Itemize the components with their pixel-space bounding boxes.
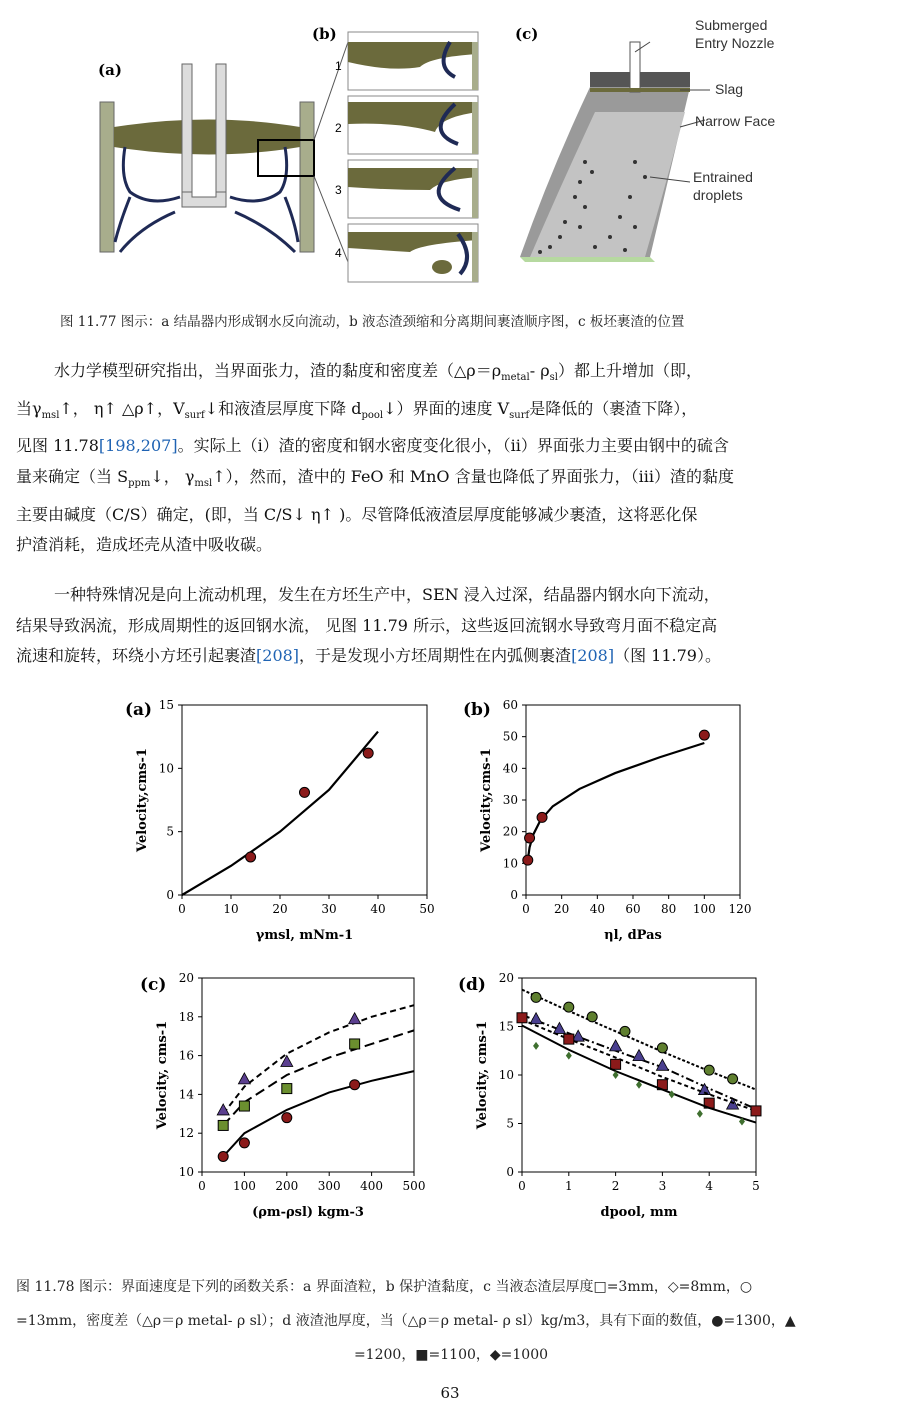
y-tick-label: 60: [502, 698, 518, 712]
data-point: [217, 1104, 229, 1115]
data-point: [525, 833, 535, 843]
data-point: [349, 1013, 361, 1024]
data-point: [751, 1106, 761, 1116]
data-point: [633, 1050, 645, 1061]
para1-line5: 主要由碱度（C/S）确定，(即，当 C/S↓ η↑ )。尽管降低液渣层厚度能够减少裹渣，这将恶化保: [16, 504, 698, 524]
data-point: [704, 1065, 714, 1075]
data-point: [564, 1034, 574, 1044]
data-point: [537, 812, 547, 822]
series-line-3: [522, 1026, 756, 1123]
data-point: [587, 1012, 597, 1022]
figure-11-78-caption: [16, 1270, 886, 1372]
label-submerged: Submerged: [695, 17, 768, 33]
y-tick-label: 10: [178, 1165, 194, 1179]
y-tick-label: 15: [158, 698, 174, 712]
data-point: [239, 1138, 249, 1148]
series-line-2: [223, 1071, 414, 1156]
y-axis-label: Velocity,cms-1: [479, 748, 494, 852]
x-tick-label: 50: [419, 902, 435, 916]
label-entrained: Entrained: [693, 169, 753, 185]
data-point: [350, 1080, 360, 1090]
y-axis-label: Velocity, cms-1: [475, 1020, 490, 1130]
paragraph-2: [16, 580, 876, 672]
x-tick-label: 2: [611, 1179, 620, 1193]
chart-d: [458, 966, 778, 1236]
panel-a-label: (a): [98, 61, 122, 79]
caption-line3: =1200，■=1100，◆=1000: [353, 1347, 549, 1363]
chart-c: [130, 966, 450, 1236]
data-point: [300, 787, 310, 797]
x-tick-label: 0: [198, 1179, 206, 1193]
seq-label-4: 4: [335, 246, 342, 260]
data-point: [350, 1039, 360, 1049]
x-tick-label: 0: [522, 902, 530, 916]
seq-label-1: 1: [335, 59, 342, 73]
series-line-0: [522, 990, 756, 1090]
label-droplets: droplets: [693, 187, 743, 203]
paragraph-1: [16, 356, 876, 561]
citation-link[interactable]: [208]: [571, 646, 615, 665]
series-line-2: [522, 1020, 756, 1111]
data-point: [699, 730, 709, 740]
y-tick-label: 5: [166, 824, 174, 839]
x-tick-label: 400: [360, 1179, 384, 1193]
seq-label-3: 3: [335, 183, 342, 197]
data-point: [620, 1026, 630, 1036]
data-point: [282, 1084, 292, 1094]
data-point: [728, 1074, 738, 1084]
y-tick-label: 10: [158, 761, 174, 776]
data-point: [611, 1059, 621, 1069]
data-point: [282, 1113, 292, 1123]
data-point: [246, 852, 256, 862]
para1-line3: 见图 11.78[198,207]。实际上（i）渣的密度和钢水密度变化很小，（ii）界面张力主要由钢中的硫含: [16, 436, 729, 456]
data-point: [218, 1151, 228, 1161]
figure-11-77: [90, 12, 810, 302]
chart-a: [120, 690, 450, 960]
sequence-diagram: [335, 32, 478, 282]
seq-label-2: 2: [335, 121, 342, 135]
y-tick-label: 5: [506, 1116, 514, 1131]
y-tick-label: 18: [178, 1009, 194, 1024]
data-point: [533, 1042, 539, 1050]
x-tick-label: 100: [232, 1179, 256, 1193]
y-tick-label: 12: [178, 1126, 194, 1141]
citation-link[interactable]: [208]: [256, 646, 300, 665]
para2-line2: 结果导致涡流，形成周期性的返回钢水流， 见图 11.79 所示，这些返回流钢水导致弯月面不稳定高: [16, 615, 718, 635]
y-tick-label: 30: [502, 793, 518, 807]
x-tick-label: 60: [625, 902, 641, 916]
para1-line2: 当$\gamma_{msl}↑$， η↑ △ρ↑，$V_{surf}↓$和液渣层厚度下降 $d_{pool}↓$）界面的速度 $V_{surf}$是降低的（裹渣下降），: [16, 398, 698, 421]
y-tick-label: 0: [506, 1165, 514, 1179]
figure-11-77-caption: 图 11.77 图示：a 结晶器内形成钢水反向流动，b 液态渣颈缩和分离期间裹渣顺序图，c 板坯裹渣的位置: [60, 314, 685, 330]
chart-b: [458, 690, 768, 960]
x-tick-label: 1: [564, 1179, 573, 1193]
x-tick-label: 100: [692, 902, 716, 916]
citation-link[interactable]: [198,207]: [98, 436, 178, 456]
x-tick-label: 80: [661, 902, 677, 916]
y-tick-label: 20: [498, 971, 514, 985]
y-tick-label: 16: [178, 1048, 194, 1063]
x-tick-label: 500: [402, 1179, 426, 1193]
data-point: [657, 1043, 667, 1053]
data-point: [564, 1002, 574, 1012]
data-point: [239, 1101, 249, 1111]
para2-line1: 一种特殊情况是向上流动机理，发生在方坯生产中，SEN 浸入过深，结晶器内钢水向下流动，: [54, 585, 720, 604]
panel-label: (a): [125, 700, 153, 720]
x-tick-label: 3: [658, 1179, 667, 1193]
y-tick-label: 0: [166, 888, 174, 902]
x-tick-label: 200: [275, 1179, 299, 1193]
panel-label: (d): [458, 975, 486, 995]
x-tick-label: 0: [178, 902, 186, 916]
caption-line2: =13mm，密度差（△ρ＝ρ metal- ρ sl）；d 液渣池厚度，当（△ρ＝ρ metal- ρ sl）kg/m3，具有下面的数值，●=1300，▲: [16, 1313, 796, 1329]
x-axis-label: γmsl, mNm-1: [255, 928, 354, 943]
y-tick-label: 14: [178, 1087, 194, 1102]
panel-b-label: (b): [312, 25, 337, 43]
label-slag: Slag: [715, 81, 744, 97]
x-axis-label: (ρm-ρsl) kgm-3: [252, 1205, 364, 1220]
para1-line6: 护渣消耗，造成坯壳从渣中吸收碳。: [16, 535, 273, 555]
label-narrow-face: Narrow Face: [695, 113, 776, 129]
plot-frame: [202, 978, 414, 1172]
y-tick-label: 10: [502, 856, 518, 871]
fit-curve: [182, 732, 378, 895]
plot-frame: [182, 705, 427, 895]
y-tick-label: 15: [498, 1019, 514, 1034]
data-point: [218, 1120, 228, 1130]
page-number: 63: [440, 1384, 460, 1402]
data-point: [566, 1052, 572, 1060]
para2-line3: 流速和旋转，环绕小方坯引起裹渣[208]，于是发现小方坯周期性在内弧侧裹渣[208]（图 11.79）。: [16, 646, 721, 665]
y-axis-label: Velocity,cms-1: [135, 748, 150, 852]
panel-c-label: (c): [515, 25, 539, 43]
panel-label: (b): [463, 700, 491, 720]
slab-diagram: [520, 42, 710, 262]
x-tick-label: 30: [321, 902, 337, 916]
data-point: [523, 855, 533, 865]
y-axis-label: Velocity, cms-1: [155, 1020, 170, 1130]
x-tick-label: 300: [317, 1179, 341, 1193]
y-tick-label: 20: [178, 971, 194, 985]
para1-line4: 量来确定（当 $S_{ppm}↓$， $\gamma_{msl}↑$），然而，渣中的 FeO 和 MnO 含量也降低了界面张力，（iii）渣的黏度: [16, 466, 734, 490]
caption-line1: 图 11.78 图示：界面速度是下列的函数关系：a 界面渣粒，b 保护渣黏度，c 当液态渣层厚度□=3mm，◇=8mm，○: [16, 1279, 753, 1295]
mold-diagram: [100, 42, 348, 262]
x-axis-label: ηl, dPas: [604, 928, 662, 943]
y-tick-label: 40: [502, 761, 518, 776]
data-point: [610, 1040, 622, 1051]
label-entry-nozzle: Entry Nozzle: [695, 35, 775, 51]
x-tick-label: 4: [705, 1179, 714, 1193]
data-point: [531, 992, 541, 1002]
x-tick-label: 20: [272, 902, 288, 916]
data-point: [517, 1013, 527, 1023]
data-point: [530, 1013, 542, 1024]
y-tick-label: 0: [510, 888, 518, 902]
x-tick-label: 10: [223, 902, 239, 916]
x-tick-label: 0: [518, 1179, 526, 1193]
y-tick-label: 50: [502, 729, 518, 744]
x-tick-label: 5: [752, 1179, 760, 1193]
fit-curve: [528, 743, 705, 860]
y-tick-label: 20: [502, 824, 518, 839]
x-axis-label: dpool, mm: [600, 1205, 678, 1220]
data-point: [697, 1110, 703, 1118]
panel-label: (c): [140, 975, 167, 995]
x-tick-label: 40: [589, 902, 605, 916]
x-tick-label: 40: [370, 902, 386, 916]
para1-line1: 水力学模型研究指出，当界面张力，渣的黏度和密度差（$\triangle\rho=\rho_{metal}-$ $\rho_{sl}$）都上升增加（即，: [54, 361, 702, 384]
x-tick-label: 120: [728, 902, 752, 916]
data-point: [238, 1073, 250, 1084]
data-point: [363, 748, 373, 758]
y-tick-label: 10: [498, 1068, 514, 1082]
x-tick-label: 20: [554, 902, 570, 916]
